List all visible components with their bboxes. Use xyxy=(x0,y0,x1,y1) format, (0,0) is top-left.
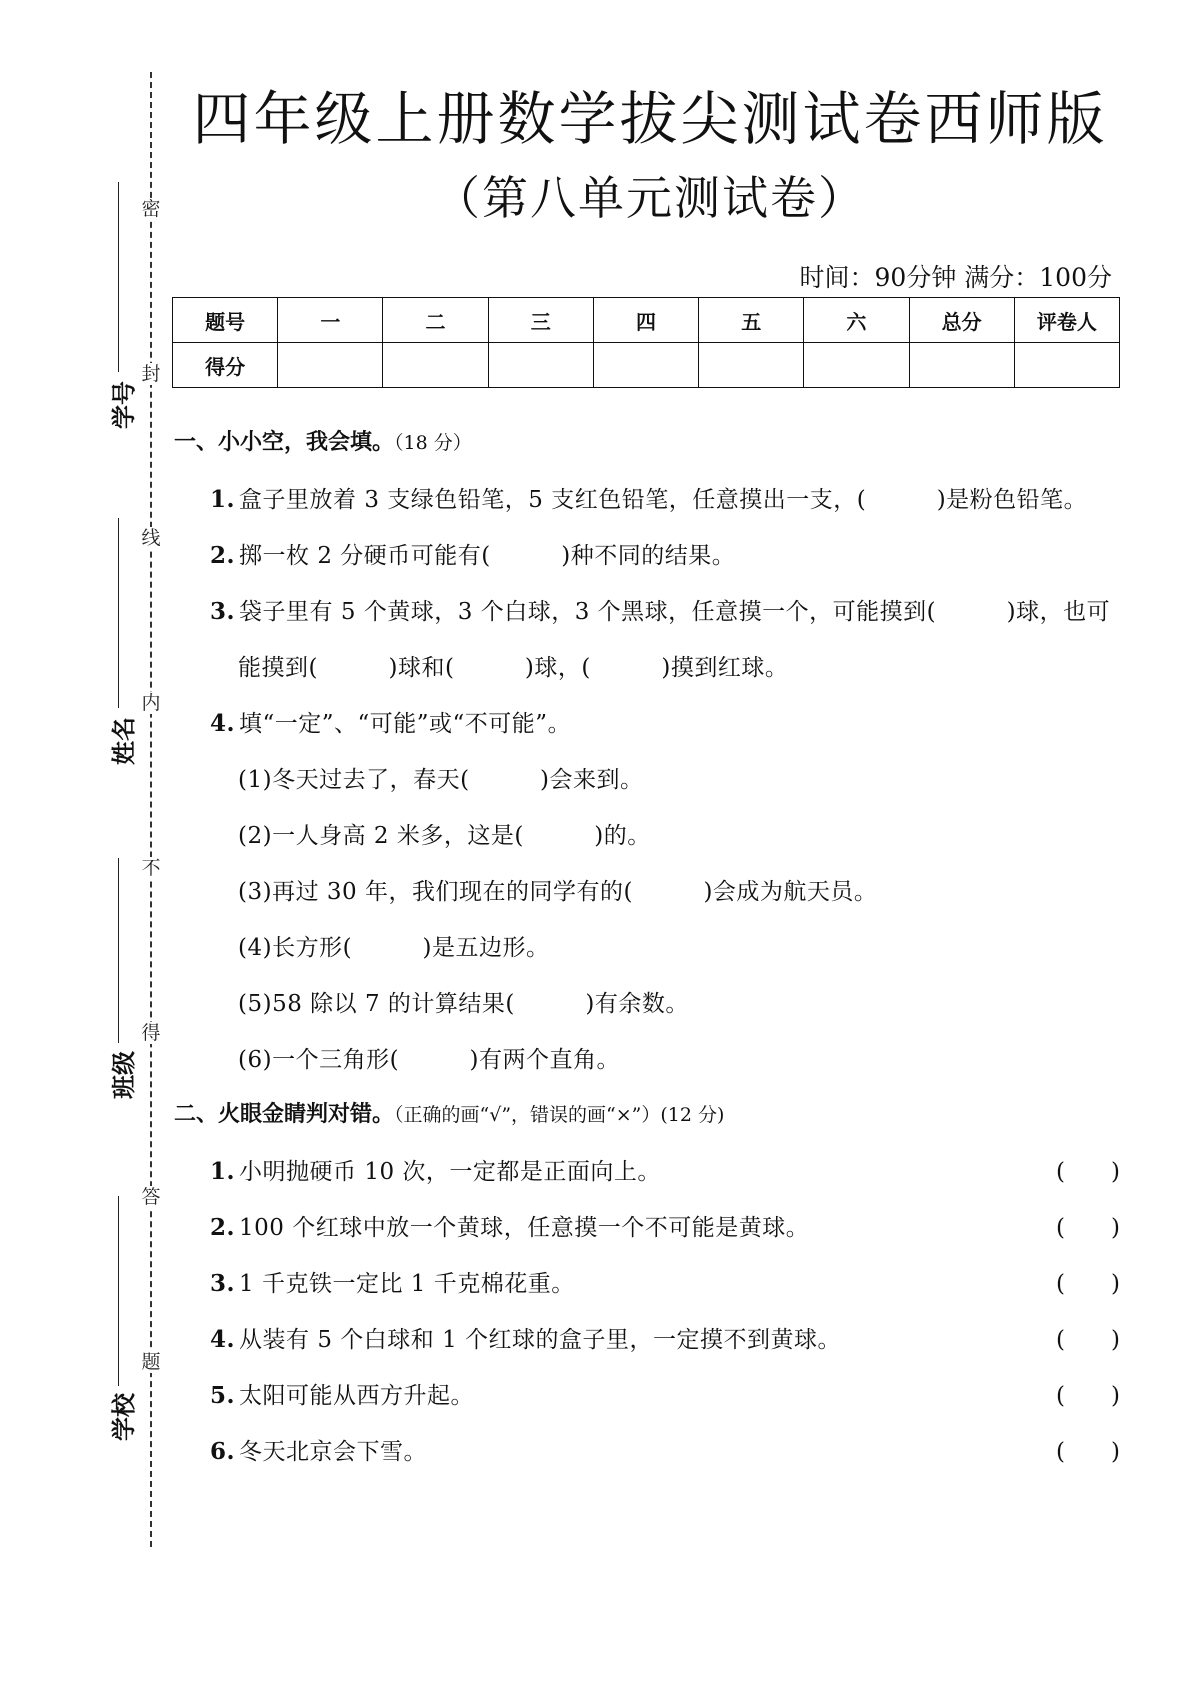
answer-parentheses[interactable]: ( ) xyxy=(1056,1159,1120,1185)
score-input-cell[interactable] xyxy=(593,343,698,388)
question-text: 从装有 5 个白球和 1 个红球的盒子里，一定摸不到黄球。 xyxy=(239,1327,842,1353)
judge-item-3 xyxy=(210,1265,575,1298)
question-1-3-continued: 能摸到( )球和( )球，( )摸到红球。 xyxy=(238,655,789,681)
sub-question: (6)一个三角形( )有两个直角。 xyxy=(238,1047,621,1073)
section2-heading xyxy=(174,1097,724,1128)
section1-title: 一、小小空，我会填。 xyxy=(174,430,395,455)
class-line xyxy=(118,858,119,1043)
score-table-header-row xyxy=(173,298,1120,343)
question-text: 1 千克铁一定比 1 千克棉花重。 xyxy=(239,1271,575,1297)
score-table-cell: 总分 xyxy=(909,298,1014,343)
judge-item-1 xyxy=(210,1153,661,1186)
section1-points: （18 分） xyxy=(394,432,472,454)
question-text: 100 个红球中放一个黄球，任意摸一个不可能是黄球。 xyxy=(239,1215,810,1241)
answer-parentheses[interactable]: ( ) xyxy=(1056,1439,1120,1465)
question-text: 小明抛硬币 10 次，一定都是正面向上。 xyxy=(239,1159,661,1185)
question-number: 1. xyxy=(210,1158,236,1185)
name-line xyxy=(118,518,119,708)
judge-item-5 xyxy=(210,1377,474,1410)
judge-item-4 xyxy=(210,1321,841,1354)
question-text: 袋子里有 5 个黄球，3 个白球，3 个黑球，任意摸一个，可能摸到( )球，也可 xyxy=(239,599,1111,625)
score-table-cell: 一 xyxy=(278,298,383,343)
question-number: 1. xyxy=(210,486,236,513)
score-input-cell[interactable] xyxy=(1014,343,1119,388)
question-number: 3. xyxy=(210,1270,236,1297)
score-table-cell: 五 xyxy=(699,298,804,343)
section1-heading xyxy=(174,425,472,456)
judge-item-2 xyxy=(210,1209,809,1242)
score-row-label: 得分 xyxy=(173,343,278,388)
question-number: 4. xyxy=(210,1326,236,1353)
score-table-cell: 六 xyxy=(804,298,909,343)
seal-char: 不 xyxy=(141,857,161,879)
seal-char: 封 xyxy=(141,363,161,385)
score-table-cell: 评卷人 xyxy=(1014,298,1119,343)
student-id-line xyxy=(118,182,119,372)
question-text: 掷一枚 2 分硬币可能有( )种不同的结果。 xyxy=(239,543,736,569)
score-input-cell[interactable] xyxy=(383,343,488,388)
score-input-cell[interactable] xyxy=(488,343,593,388)
question-number: 2. xyxy=(210,542,236,569)
score-input-cell[interactable] xyxy=(278,343,383,388)
judge-item-6 xyxy=(210,1433,427,1466)
sub-question: (1)冬天过去了，春天( )会来到。 xyxy=(238,767,644,793)
answer-parentheses[interactable]: ( ) xyxy=(1056,1271,1120,1297)
sub-question: (4)长方形( )是五边形。 xyxy=(238,935,550,961)
score-table xyxy=(172,297,1120,388)
sub-question: (3)再过 30 年，我们现在的同学有的( )会成为航天员。 xyxy=(238,879,878,905)
score-input-cell[interactable] xyxy=(804,343,909,388)
page-subtitle: （第八单元测试卷） xyxy=(434,171,866,225)
seal-char: 答 xyxy=(141,1186,161,1208)
section2-note: （正确的画“√”，错误的画“×”）(12 分) xyxy=(394,1104,725,1126)
sub-question: (2)一人身高 2 米多，这是( )的。 xyxy=(238,823,651,849)
question-text: 冬天北京会下雪。 xyxy=(239,1439,428,1465)
school-line xyxy=(118,1196,119,1386)
question-text: 太阳可能从西方升起。 xyxy=(239,1383,475,1409)
answer-parentheses[interactable]: ( ) xyxy=(1056,1215,1120,1241)
name-label: 姓名 xyxy=(110,717,138,765)
student-id-label: 学号 xyxy=(110,381,138,429)
score-table-score-row xyxy=(173,343,1120,388)
exam-meta: 时间：90分钟 满分：100分 xyxy=(799,263,1112,292)
question-1-3 xyxy=(210,593,1110,626)
seal-char: 密 xyxy=(141,198,161,220)
section2-title: 二、火眼金睛判对错。 xyxy=(174,1102,395,1127)
question-1-4 xyxy=(210,705,571,738)
question-number: 4. xyxy=(210,710,236,737)
class-label: 班级 xyxy=(110,1051,138,1099)
score-table-cell: 四 xyxy=(593,298,698,343)
answer-parentheses[interactable]: ( ) xyxy=(1056,1383,1120,1409)
seal-char: 内 xyxy=(141,692,161,714)
question-text: 填“一定”、“可能”或“不可能”。 xyxy=(239,711,572,737)
question-number: 3. xyxy=(210,598,236,625)
question-number: 6. xyxy=(210,1438,236,1465)
seal-char: 题 xyxy=(141,1351,161,1373)
answer-parentheses[interactable]: ( ) xyxy=(1056,1327,1120,1353)
seal-char: 线 xyxy=(141,527,161,549)
question-number: 2. xyxy=(210,1214,236,1241)
question-1-1 xyxy=(210,481,1087,514)
question-number: 5. xyxy=(210,1382,236,1409)
sub-question: (5)58 除以 7 的计算结果( )有余数。 xyxy=(238,991,689,1017)
score-table-cell: 题号 xyxy=(173,298,278,343)
seal-char: 得 xyxy=(141,1022,161,1044)
page-title: 四年级上册数学拔尖测试卷西师版 xyxy=(192,85,1108,153)
school-label: 学校 xyxy=(110,1393,138,1441)
question-text: 盒子里放着 3 支绿色铅笔，5 支红色铅笔，任意摸出一支，( )是粉色铅笔。 xyxy=(239,487,1088,513)
seal-dashed-line xyxy=(150,72,152,1547)
score-input-cell[interactable] xyxy=(909,343,1014,388)
question-1-2 xyxy=(210,537,735,570)
score-table-cell: 三 xyxy=(488,298,593,343)
score-input-cell[interactable] xyxy=(699,343,804,388)
score-table-cell: 二 xyxy=(383,298,488,343)
